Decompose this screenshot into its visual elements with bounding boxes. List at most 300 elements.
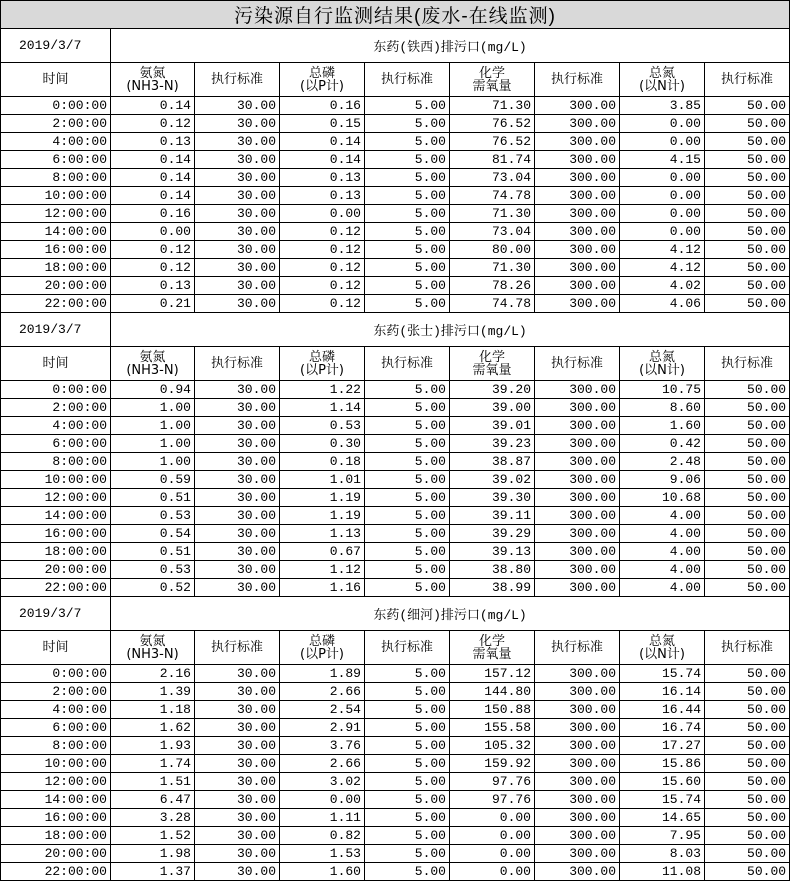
table-cell: 300.00 bbox=[535, 683, 620, 701]
column-header-line: 时间 bbox=[42, 356, 69, 371]
table-cell: 18:00:00 bbox=[1, 543, 111, 561]
table-cell: 15.74 bbox=[620, 665, 705, 683]
column-header bbox=[620, 63, 705, 97]
table-cell: 3.85 bbox=[620, 97, 705, 115]
table-cell: 17.27 bbox=[620, 737, 705, 755]
table-cell: 2:00:00 bbox=[1, 115, 111, 133]
column-header-line: 执行标准 bbox=[721, 356, 774, 371]
table-cell: 30.00 bbox=[195, 97, 280, 115]
table-cell: 300.00 bbox=[535, 277, 620, 295]
column-header bbox=[280, 63, 365, 97]
table-cell: 74.78 bbox=[450, 187, 535, 205]
table-cell: 30.00 bbox=[195, 381, 280, 399]
table-cell: 5.00 bbox=[365, 543, 450, 561]
table-cell: 71.30 bbox=[450, 205, 535, 223]
column-header-line: (NH3-N) bbox=[126, 78, 179, 94]
table-cell: 4.12 bbox=[620, 259, 705, 277]
table-cell: 4.00 bbox=[620, 507, 705, 525]
table-cell: 30.00 bbox=[195, 151, 280, 169]
table-cell: 39.02 bbox=[450, 471, 535, 489]
table-row bbox=[1, 471, 790, 489]
table-cell: 2.66 bbox=[280, 683, 365, 701]
table-cell: 50.00 bbox=[705, 579, 790, 597]
column-header bbox=[195, 347, 280, 381]
table-cell: 5.00 bbox=[365, 701, 450, 719]
column-header-line: 氨氮 bbox=[139, 633, 166, 649]
table-cell: 5.00 bbox=[365, 381, 450, 399]
section-outlet-name: 东药(铁西)排污口(mg/L) bbox=[111, 29, 790, 63]
table-cell: 300.00 bbox=[535, 737, 620, 755]
table-cell: 0.12 bbox=[280, 295, 365, 313]
table-cell: 0.00 bbox=[450, 809, 535, 827]
table-row bbox=[1, 241, 790, 259]
table-cell: 300.00 bbox=[535, 791, 620, 809]
table-cell: 5.00 bbox=[365, 223, 450, 241]
table-row bbox=[1, 665, 790, 683]
table-cell: 0.54 bbox=[111, 525, 195, 543]
column-header-line: 时间 bbox=[42, 72, 69, 87]
table-cell: 155.58 bbox=[450, 719, 535, 737]
column-header bbox=[620, 347, 705, 381]
column-header-line: 执行标准 bbox=[210, 72, 263, 87]
table-cell: 18:00:00 bbox=[1, 259, 111, 277]
table-cell: 5.00 bbox=[365, 417, 450, 435]
table-cell: 300.00 bbox=[535, 507, 620, 525]
table-cell: 50.00 bbox=[705, 151, 790, 169]
table-cell: 0.00 bbox=[620, 169, 705, 187]
table-cell: 5.00 bbox=[365, 863, 450, 881]
table-cell: 50.00 bbox=[705, 133, 790, 151]
table-row bbox=[1, 295, 790, 313]
table-cell: 300.00 bbox=[535, 809, 620, 827]
table-row bbox=[1, 737, 790, 755]
table-cell: 20:00:00 bbox=[1, 845, 111, 863]
table-cell: 39.13 bbox=[450, 543, 535, 561]
table-cell: 2:00:00 bbox=[1, 683, 111, 701]
table-cell: 5.00 bbox=[365, 561, 450, 579]
table-cell: 300.00 bbox=[535, 133, 620, 151]
table-cell: 4.00 bbox=[620, 579, 705, 597]
table-cell: 0.13 bbox=[111, 277, 195, 295]
table-row bbox=[1, 381, 790, 399]
table-cell: 2.16 bbox=[111, 665, 195, 683]
table-cell: 0.15 bbox=[280, 115, 365, 133]
table-cell: 8:00:00 bbox=[1, 169, 111, 187]
table-cell: 1.13 bbox=[280, 525, 365, 543]
table-cell: 0.16 bbox=[280, 97, 365, 115]
table-row bbox=[1, 435, 790, 453]
table-cell: 1.00 bbox=[111, 453, 195, 471]
table-cell: 50.00 bbox=[705, 97, 790, 115]
table-cell: 0.52 bbox=[111, 579, 195, 597]
table-cell: 50.00 bbox=[705, 737, 790, 755]
table-cell: 1.22 bbox=[280, 381, 365, 399]
table-cell: 1.00 bbox=[111, 399, 195, 417]
section-date: 2019/3/7 bbox=[1, 313, 111, 347]
table-cell: 300.00 bbox=[535, 755, 620, 773]
table-cell: 50.00 bbox=[705, 827, 790, 845]
table-cell: 14.65 bbox=[620, 809, 705, 827]
table-row bbox=[1, 863, 790, 881]
table-cell: 0:00:00 bbox=[1, 381, 111, 399]
table-cell: 300.00 bbox=[535, 579, 620, 597]
table-cell: 4.00 bbox=[620, 561, 705, 579]
table-cell: 4.15 bbox=[620, 151, 705, 169]
table-cell: 300.00 bbox=[535, 169, 620, 187]
table-cell: 97.76 bbox=[450, 791, 535, 809]
table-cell: 1.74 bbox=[111, 755, 195, 773]
table-cell: 14:00:00 bbox=[1, 507, 111, 525]
table-cell: 30.00 bbox=[195, 453, 280, 471]
table-cell: 0.12 bbox=[280, 241, 365, 259]
table-cell: 50.00 bbox=[705, 399, 790, 417]
table-cell: 5.00 bbox=[365, 507, 450, 525]
table-cell: 0.53 bbox=[111, 561, 195, 579]
table-cell: 1.19 bbox=[280, 489, 365, 507]
table-row bbox=[1, 809, 790, 827]
table-cell: 50.00 bbox=[705, 115, 790, 133]
table-cell: 0.16 bbox=[111, 205, 195, 223]
table-cell: 5.00 bbox=[365, 277, 450, 295]
column-header-line: (以N计) bbox=[639, 646, 685, 662]
table-cell: 12:00:00 bbox=[1, 489, 111, 507]
table-cell: 8:00:00 bbox=[1, 737, 111, 755]
table-row bbox=[1, 489, 790, 507]
table-cell: 4:00:00 bbox=[1, 417, 111, 435]
table-cell: 50.00 bbox=[705, 259, 790, 277]
table-cell: 15.86 bbox=[620, 755, 705, 773]
table-cell: 300.00 bbox=[535, 489, 620, 507]
column-header bbox=[111, 63, 195, 97]
table-cell: 74.78 bbox=[450, 295, 535, 313]
table-row bbox=[1, 151, 790, 169]
column-header-line: (NH3-N) bbox=[126, 362, 179, 378]
table-row bbox=[1, 133, 790, 151]
table-cell: 73.04 bbox=[450, 169, 535, 187]
column-header-line: 总磷 bbox=[308, 349, 335, 365]
table-cell: 1.39 bbox=[111, 683, 195, 701]
column-header bbox=[620, 631, 705, 665]
table-cell: 1.51 bbox=[111, 773, 195, 791]
column-header-line: 总氮 bbox=[648, 349, 675, 365]
table-cell: 2.48 bbox=[620, 453, 705, 471]
table-cell: 0.42 bbox=[620, 435, 705, 453]
table-cell: 15.60 bbox=[620, 773, 705, 791]
table-cell: 300.00 bbox=[535, 665, 620, 683]
report-title: 污染源自行监测结果(废水-在线监测) bbox=[1, 1, 790, 29]
section-outlet-name: 东药(细河)排污口(mg/L) bbox=[111, 597, 790, 631]
table-cell: 2:00:00 bbox=[1, 399, 111, 417]
table-cell: 9.06 bbox=[620, 471, 705, 489]
table-cell: 5.00 bbox=[365, 435, 450, 453]
table-cell: 30.00 bbox=[195, 169, 280, 187]
table-cell: 5.00 bbox=[365, 453, 450, 471]
table-cell: 39.29 bbox=[450, 525, 535, 543]
table-cell: 300.00 bbox=[535, 845, 620, 863]
table-cell: 50.00 bbox=[705, 845, 790, 863]
table-cell: 5.00 bbox=[365, 737, 450, 755]
table-cell: 300.00 bbox=[535, 295, 620, 313]
table-cell: 0.13 bbox=[280, 169, 365, 187]
table-cell: 6:00:00 bbox=[1, 435, 111, 453]
column-header bbox=[280, 631, 365, 665]
table-cell: 10:00:00 bbox=[1, 755, 111, 773]
table-cell: 50.00 bbox=[705, 561, 790, 579]
table-cell: 10.68 bbox=[620, 489, 705, 507]
table-cell: 30.00 bbox=[195, 115, 280, 133]
table-cell: 0.00 bbox=[620, 115, 705, 133]
column-header bbox=[111, 631, 195, 665]
table-cell: 10:00:00 bbox=[1, 471, 111, 489]
column-header bbox=[195, 63, 280, 97]
table-cell: 0.18 bbox=[280, 453, 365, 471]
section-date-row bbox=[1, 313, 790, 347]
table-row bbox=[1, 417, 790, 435]
table-cell: 300.00 bbox=[535, 543, 620, 561]
table-cell: 300.00 bbox=[535, 151, 620, 169]
table-cell: 0.53 bbox=[280, 417, 365, 435]
table-row bbox=[1, 579, 790, 597]
table-cell: 4:00:00 bbox=[1, 701, 111, 719]
table-cell: 159.92 bbox=[450, 755, 535, 773]
table-cell: 38.87 bbox=[450, 453, 535, 471]
column-header bbox=[450, 631, 535, 665]
table-cell: 10:00:00 bbox=[1, 187, 111, 205]
table-cell: 5.00 bbox=[365, 489, 450, 507]
table-cell: 5.00 bbox=[365, 115, 450, 133]
table-row bbox=[1, 507, 790, 525]
table-cell: 3.28 bbox=[111, 809, 195, 827]
table-row bbox=[1, 683, 790, 701]
table-cell: 5.00 bbox=[365, 719, 450, 737]
table-cell: 30.00 bbox=[195, 259, 280, 277]
table-cell: 30.00 bbox=[195, 223, 280, 241]
table-cell: 4.00 bbox=[620, 543, 705, 561]
table-cell: 16.74 bbox=[620, 719, 705, 737]
table-cell: 16.44 bbox=[620, 701, 705, 719]
table-cell: 50.00 bbox=[705, 241, 790, 259]
column-header bbox=[1, 347, 111, 381]
table-cell: 1.37 bbox=[111, 863, 195, 881]
table-row bbox=[1, 187, 790, 205]
table-row bbox=[1, 115, 790, 133]
table-cell: 80.00 bbox=[450, 241, 535, 259]
table-cell: 1.60 bbox=[620, 417, 705, 435]
table-cell: 1.18 bbox=[111, 701, 195, 719]
column-header-line: 总氮 bbox=[648, 633, 675, 649]
table-cell: 39.20 bbox=[450, 381, 535, 399]
table-cell: 300.00 bbox=[535, 435, 620, 453]
column-header bbox=[365, 347, 450, 381]
table-cell: 50.00 bbox=[705, 169, 790, 187]
table-cell: 39.00 bbox=[450, 399, 535, 417]
table-cell: 50.00 bbox=[705, 665, 790, 683]
table-cell: 5.00 bbox=[365, 187, 450, 205]
table-cell: 30.00 bbox=[195, 665, 280, 683]
table-cell: 1.00 bbox=[111, 417, 195, 435]
table-cell: 50.00 bbox=[705, 435, 790, 453]
table-row bbox=[1, 701, 790, 719]
table-cell: 16:00:00 bbox=[1, 809, 111, 827]
table-cell: 300.00 bbox=[535, 241, 620, 259]
table-cell: 1.52 bbox=[111, 827, 195, 845]
column-header bbox=[535, 631, 620, 665]
column-header bbox=[1, 631, 111, 665]
table-cell: 0.94 bbox=[111, 381, 195, 399]
table-cell: 5.00 bbox=[365, 579, 450, 597]
table-cell: 50.00 bbox=[705, 791, 790, 809]
table-cell: 0.00 bbox=[450, 863, 535, 881]
table-cell: 14:00:00 bbox=[1, 791, 111, 809]
table-cell: 50.00 bbox=[705, 453, 790, 471]
table-cell: 1.93 bbox=[111, 737, 195, 755]
table-cell: 1.19 bbox=[280, 507, 365, 525]
column-header-line: 执行标准 bbox=[380, 72, 433, 87]
table-cell: 16:00:00 bbox=[1, 241, 111, 259]
table-cell: 50.00 bbox=[705, 773, 790, 791]
section-header-row bbox=[1, 631, 790, 665]
table-cell: 5.00 bbox=[365, 295, 450, 313]
table-cell: 8.60 bbox=[620, 399, 705, 417]
column-header-line: 化学 bbox=[478, 65, 505, 81]
table-cell: 0.00 bbox=[280, 791, 365, 809]
table-cell: 50.00 bbox=[705, 543, 790, 561]
table-cell: 300.00 bbox=[535, 223, 620, 241]
table-cell: 5.00 bbox=[365, 683, 450, 701]
table-cell: 300.00 bbox=[535, 471, 620, 489]
table-row bbox=[1, 773, 790, 791]
table-cell: 0:00:00 bbox=[1, 665, 111, 683]
table-cell: 8.03 bbox=[620, 845, 705, 863]
table-cell: 30.00 bbox=[195, 241, 280, 259]
section-header-row bbox=[1, 347, 790, 381]
table-cell: 97.76 bbox=[450, 773, 535, 791]
table-cell: 50.00 bbox=[705, 525, 790, 543]
table-cell: 0.00 bbox=[620, 187, 705, 205]
table-cell: 30.00 bbox=[195, 507, 280, 525]
table-cell: 50.00 bbox=[705, 809, 790, 827]
table-row bbox=[1, 543, 790, 561]
table-cell: 30.00 bbox=[195, 719, 280, 737]
column-header-line: 执行标准 bbox=[550, 72, 603, 87]
table-cell: 50.00 bbox=[705, 187, 790, 205]
table-cell: 30.00 bbox=[195, 683, 280, 701]
column-header-line: (以N计) bbox=[639, 362, 685, 378]
section-date-row bbox=[1, 29, 790, 63]
title-row bbox=[1, 1, 790, 29]
table-cell: 30.00 bbox=[195, 543, 280, 561]
table-cell: 30.00 bbox=[195, 295, 280, 313]
column-header-line: 执行标准 bbox=[721, 72, 774, 87]
table-cell: 30.00 bbox=[195, 489, 280, 507]
table-cell: 30.00 bbox=[195, 399, 280, 417]
table-row bbox=[1, 399, 790, 417]
table-cell: 5.00 bbox=[365, 133, 450, 151]
table-cell: 16.14 bbox=[620, 683, 705, 701]
table-cell: 50.00 bbox=[705, 719, 790, 737]
table-cell: 1.00 bbox=[111, 435, 195, 453]
table-cell: 12:00:00 bbox=[1, 205, 111, 223]
table-cell: 22:00:00 bbox=[1, 295, 111, 313]
table-cell: 5.00 bbox=[365, 399, 450, 417]
table-cell: 0.67 bbox=[280, 543, 365, 561]
table-cell: 14:00:00 bbox=[1, 223, 111, 241]
table-cell: 30.00 bbox=[195, 827, 280, 845]
section-date: 2019/3/7 bbox=[1, 597, 111, 631]
table-cell: 0.21 bbox=[111, 295, 195, 313]
column-header-line: 执行标准 bbox=[721, 640, 774, 655]
table-row bbox=[1, 453, 790, 471]
table-cell: 50.00 bbox=[705, 205, 790, 223]
table-row bbox=[1, 719, 790, 737]
table-cell: 4.02 bbox=[620, 277, 705, 295]
table-cell: 30.00 bbox=[195, 701, 280, 719]
table-cell: 50.00 bbox=[705, 295, 790, 313]
section-outlet-name: 东药(张士)排污口(mg/L) bbox=[111, 313, 790, 347]
table-cell: 73.04 bbox=[450, 223, 535, 241]
table-cell: 50.00 bbox=[705, 863, 790, 881]
table-cell: 30.00 bbox=[195, 417, 280, 435]
table-cell: 0.59 bbox=[111, 471, 195, 489]
table-row bbox=[1, 169, 790, 187]
table-cell: 4.06 bbox=[620, 295, 705, 313]
table-cell: 300.00 bbox=[535, 525, 620, 543]
table-cell: 300.00 bbox=[535, 399, 620, 417]
table-cell: 2.54 bbox=[280, 701, 365, 719]
table-cell: 50.00 bbox=[705, 417, 790, 435]
table-cell: 78.26 bbox=[450, 277, 535, 295]
table-cell: 10.75 bbox=[620, 381, 705, 399]
table-cell: 0.51 bbox=[111, 489, 195, 507]
table-cell: 3.02 bbox=[280, 773, 365, 791]
table-cell: 30.00 bbox=[195, 773, 280, 791]
table-cell: 30.00 bbox=[195, 525, 280, 543]
column-header bbox=[365, 63, 450, 97]
table-cell: 0.00 bbox=[620, 223, 705, 241]
table-cell: 30.00 bbox=[195, 471, 280, 489]
table-cell: 1.16 bbox=[280, 579, 365, 597]
column-header bbox=[195, 631, 280, 665]
column-header-line: 化学 bbox=[478, 349, 505, 365]
table-cell: 76.52 bbox=[450, 115, 535, 133]
table-cell: 5.00 bbox=[365, 665, 450, 683]
table-cell: 50.00 bbox=[705, 683, 790, 701]
table-cell: 0.14 bbox=[111, 187, 195, 205]
table-cell: 0.82 bbox=[280, 827, 365, 845]
table-cell: 0.00 bbox=[280, 205, 365, 223]
table-cell: 30.00 bbox=[195, 579, 280, 597]
column-header-line: 执行标准 bbox=[210, 640, 263, 655]
table-cell: 2.91 bbox=[280, 719, 365, 737]
table-cell: 5.00 bbox=[365, 205, 450, 223]
column-header-line: 执行标准 bbox=[550, 640, 603, 655]
table-row bbox=[1, 845, 790, 863]
table-cell: 20:00:00 bbox=[1, 561, 111, 579]
table-cell: 3.76 bbox=[280, 737, 365, 755]
table-cell: 1.89 bbox=[280, 665, 365, 683]
table-cell: 5.00 bbox=[365, 471, 450, 489]
table-cell: 1.62 bbox=[111, 719, 195, 737]
table-row bbox=[1, 791, 790, 809]
section-header-row bbox=[1, 63, 790, 97]
column-header-line: 时间 bbox=[42, 640, 69, 655]
column-header-line: 需氧量 bbox=[472, 362, 512, 378]
table-cell: 50.00 bbox=[705, 507, 790, 525]
column-header-line: 执行标准 bbox=[210, 356, 263, 371]
table-cell: 5.00 bbox=[365, 241, 450, 259]
table-cell: 300.00 bbox=[535, 187, 620, 205]
table-cell: 5.00 bbox=[365, 169, 450, 187]
